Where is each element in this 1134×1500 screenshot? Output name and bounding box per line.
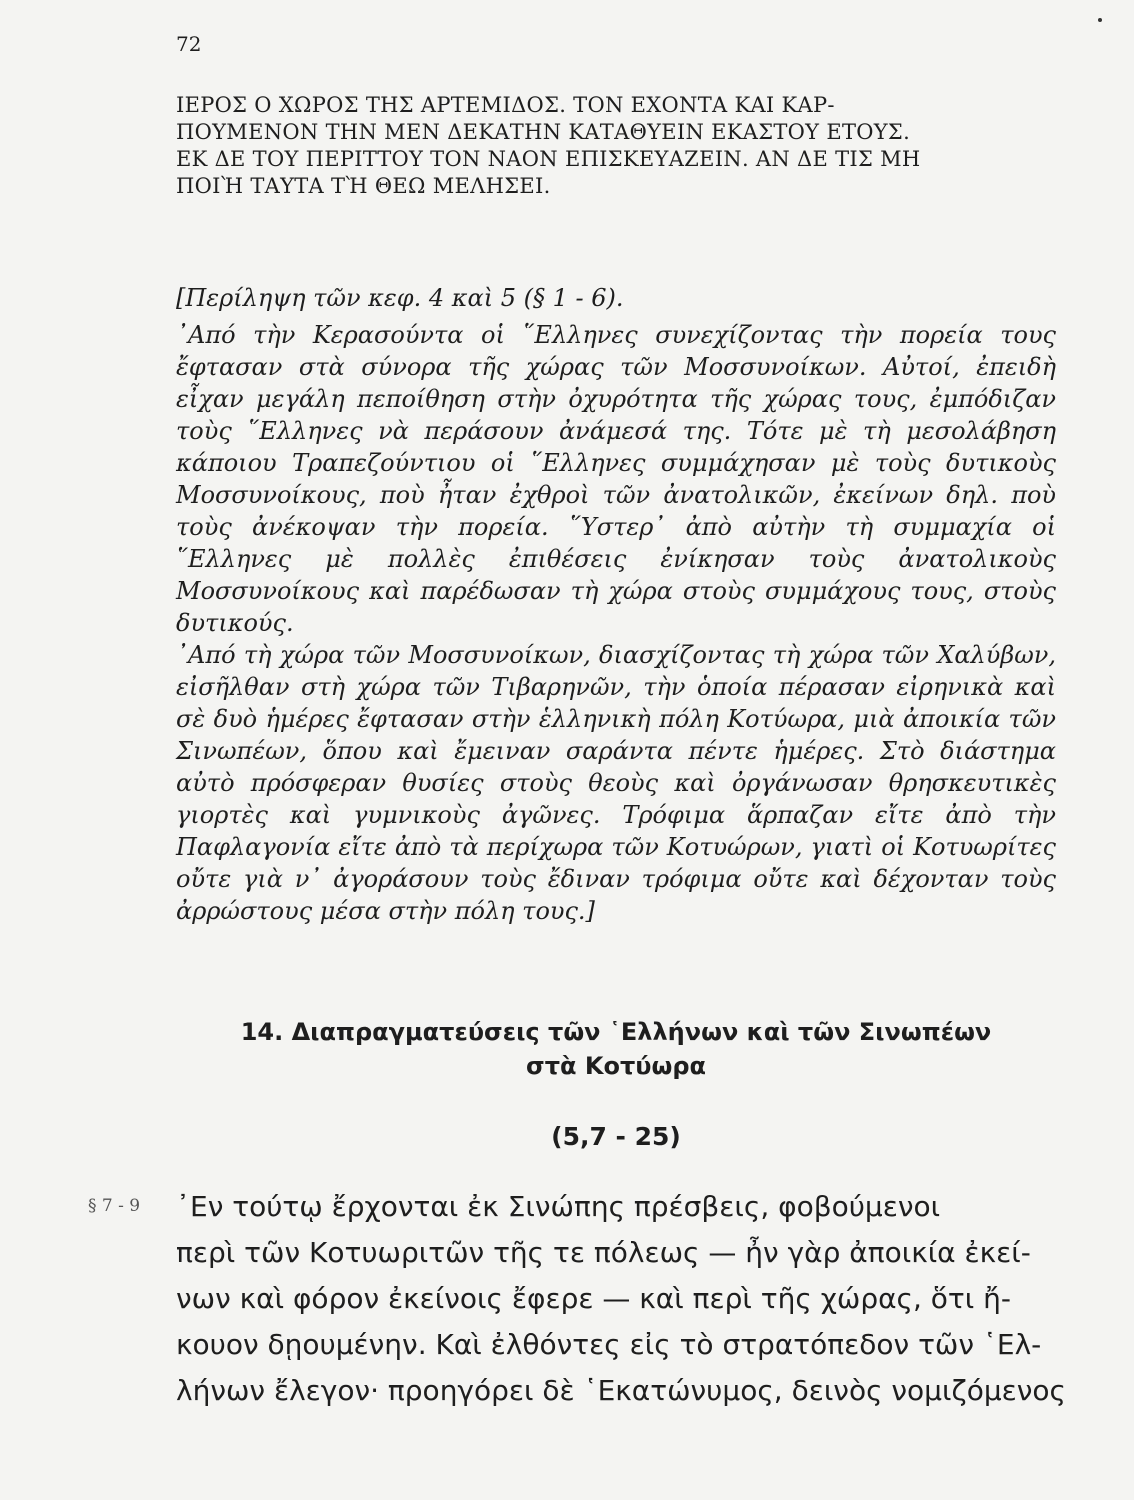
text-line: κουον δῃουμένην. Καὶ ἐλθόντες εἰς τὸ στρατόπεδον τῶν ῾Ελ- [176,1328,1042,1361]
inscription-line: ΠΟΥΜΕΝΟΝ ΤΗΝ ΜΕΝ ΔΕΚΑΤΗΝ ΚΑΤΑΘΥΕΙΝ ΕΚΑΣΤΟΥ ΕΤΟΥΣ. [176,120,911,144]
text-line: ᾽Εν τούτῳ ἔρχονται ἐκ Σινώπης πρέσβεις, φοβούμενοι [176,1190,941,1223]
summary-paragraph: ᾽Από τὴ χώρα τῶν Μοσσυνοίκων, διασχίζοντας τὴ χώρα τῶν Χαλύβων, εἰσῆλθαν στὴ χώρα τῶν Τιβαρηνῶν, τὴν ὁποία πέρασαν εἰρηνικὰ καὶ σὲ δυὸ ἡμέρες ἔφτασαν στὴν ἑλληνικὴ πόλη Κοτύωρα, μιὰ ἀποικία τῶν Σινωπέων, ὅπου καὶ ἔμειναν σαράντα πέντε ἡμέρες. Στὸ διάστημα αὐτὸ πρόσφεραν θυσίες στοὺς θεοὺς καὶ ὀργάνωσαν θρησκευτικὲς γιορτὲς καὶ γυμνικοὺς ἀγῶνες. Τρόφιμα ἅρπαζαν εἴτε ἀπὸ τὴν Παφλαγονία εἴτε ἀπὸ τὰ περίχωρα τῶν Κοτυώρων, γιατὶ οἱ Κοτυωρίτες οὔτε γιὰ ν᾽ ἀγοράσουν τοὺς ἔδιναν τρόφιμα οὔτε καὶ δέχονταν τοὺς ἀρρώστους μέσα στὴν πόλη τους.] [176,641,1056,925]
text-line: λήνων ἔλεγον· προηγόρει δὲ ῾Εκατώνυμος, δεινὸς νομιζόμενος [176,1374,1066,1407]
page-number: 72 [176,32,202,56]
text-line: περὶ τῶν Κοτυωριτῶν τῆς τε πόλεως — ἦν γὰρ ἀποικία ἐκεί- [176,1236,1031,1269]
section-title-line: 14. Διαπραγματεύσεις τῶν ῾Ελλήνων καὶ τῶν Σινωπέων [240,1018,992,1046]
section-range: (5,7 - 25) [551,1122,681,1151]
stray-ink-dot [1098,18,1102,22]
text-line: νων καὶ φόρον ἐκείνοις ἔφερε — καὶ περὶ τῆς χώρας, ὅτι ἤ- [176,1282,1011,1315]
inscription-line: ΙΕΡΟΣ Ο ΧΩΡΟΣ ΤΗΣ ΑΡΤΕΜΙΔΟΣ. ΤΟΝ ΕΧΟΝΤΑ ΚΑΙ ΚΑΡ- [176,93,835,117]
summary-paragraph: ᾽Από τὴν Κερασούντα οἱ ῞Ελληνες συνεχίζοντας τὴν πορεία τους ἔφτασαν στὰ σύνορα τῆς χώρας τῶν Μοσσυνοίκων. Αὐτοί, ἐπειδὴ εἶχαν μεγάλη πεποίθηση στὴν ὀχυρότητα τῆς χώρας τους, ἐμπόδιζαν τοὺς ῞Ελληνες νὰ περάσουν ἀνάμεσά της. Τότε μὲ τὴ μεσολάβηση κάποιου Τραπεζούντιου οἱ ῞Ελληνες συμμάχησαν μὲ τοὺς δυτικοὺς Μοσσυνοίκους, ποὺ ἦταν ἐχθροὶ τῶν ἀνατολικῶν, ἐκείνων δηλ. ποὺ τοὺς ἀνέκοψαν τὴν πορεία. ῞Υστερ᾽ ἀπὸ αὐτὴν τὴ συμμαχία οἱ ῞Ελληνες μὲ πολλὲς ἐπιθέσεις ἐνίκησαν τοὺς ἀνατολικοὺς Μοσσυνοίκους καὶ παρέδωσαν τὴ χώρα στοὺς συμμάχους τους, στοὺς δυτικούς. [176,321,1056,637]
summary-block [176,282,1056,927]
summary-heading: [Περίληψη τῶν κεφ. 4 καὶ 5 (§ 1 - 6). [176,284,624,312]
inscription-line: ΕΚ ΔΕ ΤΟΥ ΠΕΡΙΤΤΟΥ ΤΟΝ ΝΑΟΝ ΕΠΙΣΚΕΥΑΖΕΙΝ. ΑΝ ΔΕ ΤΙΣ ΜΗ [176,147,921,171]
inscription-line: ΠΟΙῊ ΤΑΥΤΑ ΤῊ ΘΕΩ ΜΕΛΗΣΕΙ. [176,174,551,198]
section-title [176,1015,1056,1083]
section-title-line: στὰ Κοτύωρα [526,1052,706,1080]
margin-reference: § 7 - 9 [88,1196,141,1216]
greek-main-text [176,1184,1066,1414]
inscription-block [176,92,1056,200]
